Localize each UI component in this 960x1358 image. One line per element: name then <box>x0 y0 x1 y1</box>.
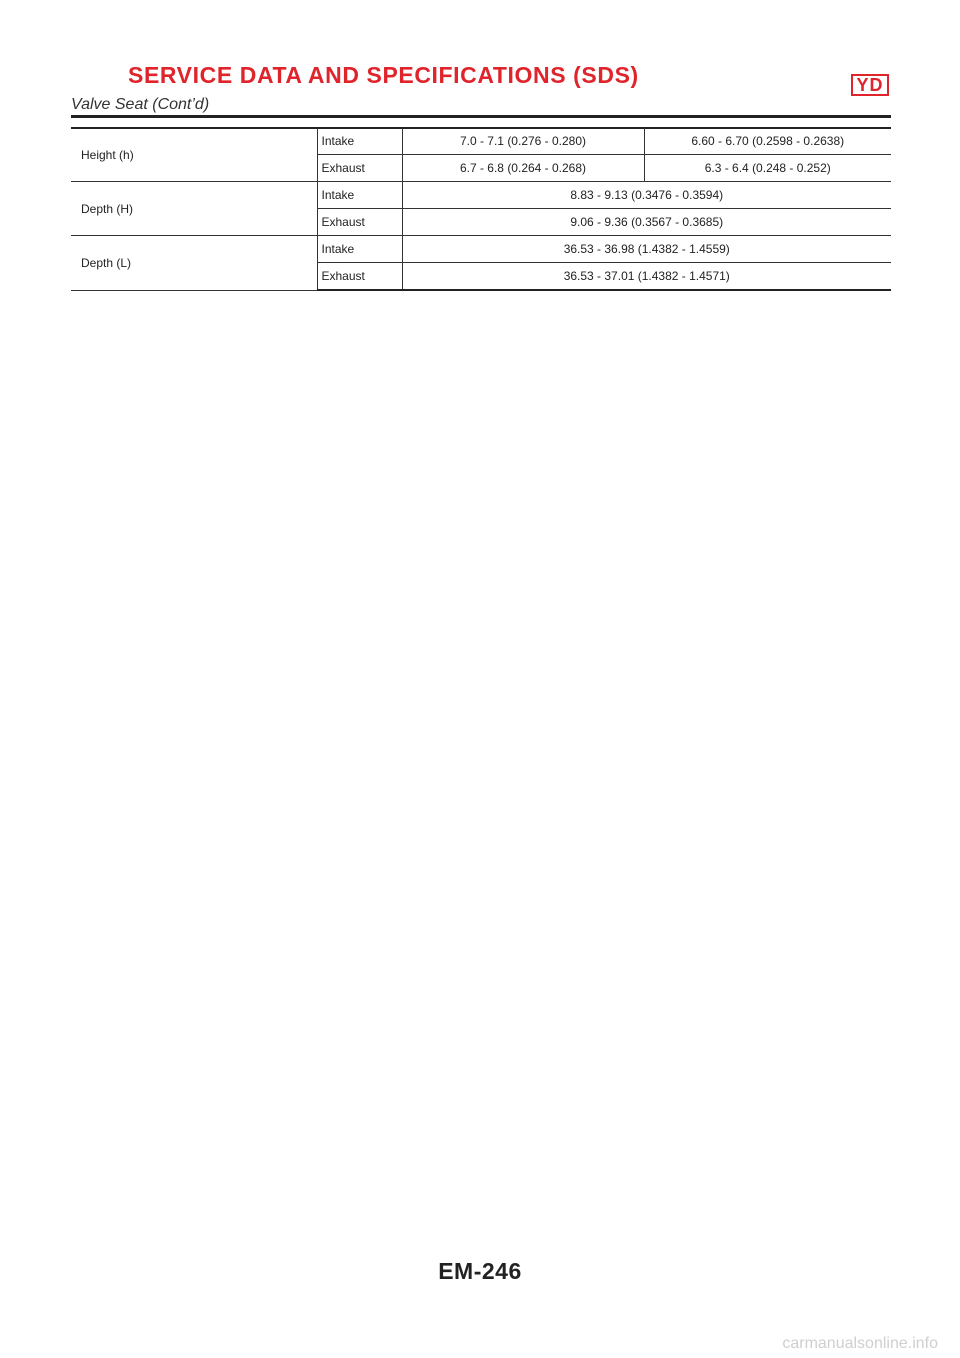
value-cell: 6.7 - 6.8 (0.264 - 0.268) <box>402 155 644 182</box>
sub-exhaust: Exhaust <box>317 155 402 182</box>
sub-intake: Intake <box>317 236 402 263</box>
section-subtitle: Valve Seat (Cont’d) <box>71 96 210 113</box>
table-row <box>71 236 891 263</box>
page-title: SERVICE DATA AND SPECIFICATIONS (SDS) <box>128 62 639 88</box>
value-cell: 7.0 - 7.1 (0.276 - 0.280) <box>402 128 644 155</box>
param-depth-l: Depth (L) <box>71 236 317 291</box>
param-height-h: Height (h) <box>71 128 317 182</box>
value-cell: 36.53 - 37.01 (1.4382 - 1.4571) <box>402 263 891 291</box>
sub-intake: Intake <box>317 128 402 155</box>
table-row <box>71 182 891 209</box>
table-row <box>71 128 891 155</box>
sub-intake: Intake <box>317 182 402 209</box>
page-number: EM-246 <box>438 1258 522 1284</box>
value-cell: 9.06 - 9.36 (0.3567 - 0.3685) <box>402 209 891 236</box>
value-cell: 36.53 - 36.98 (1.4382 - 1.4559) <box>402 236 891 263</box>
engine-code-badge: YD <box>851 74 889 96</box>
value-cell: 6.60 - 6.70 (0.2598 - 0.2638) <box>644 128 891 155</box>
sub-exhaust: Exhaust <box>317 209 402 236</box>
sub-exhaust: Exhaust <box>317 263 402 291</box>
param-depth-h: Depth (H) <box>71 182 317 236</box>
watermark: carmanualsonline.info <box>782 1335 938 1352</box>
value-cell: 8.83 - 9.13 (0.3476 - 0.3594) <box>402 182 891 209</box>
value-cell: 6.3 - 6.4 (0.248 - 0.252) <box>644 155 891 182</box>
valve-seat-spec-table <box>71 128 891 291</box>
header-divider <box>71 115 891 118</box>
